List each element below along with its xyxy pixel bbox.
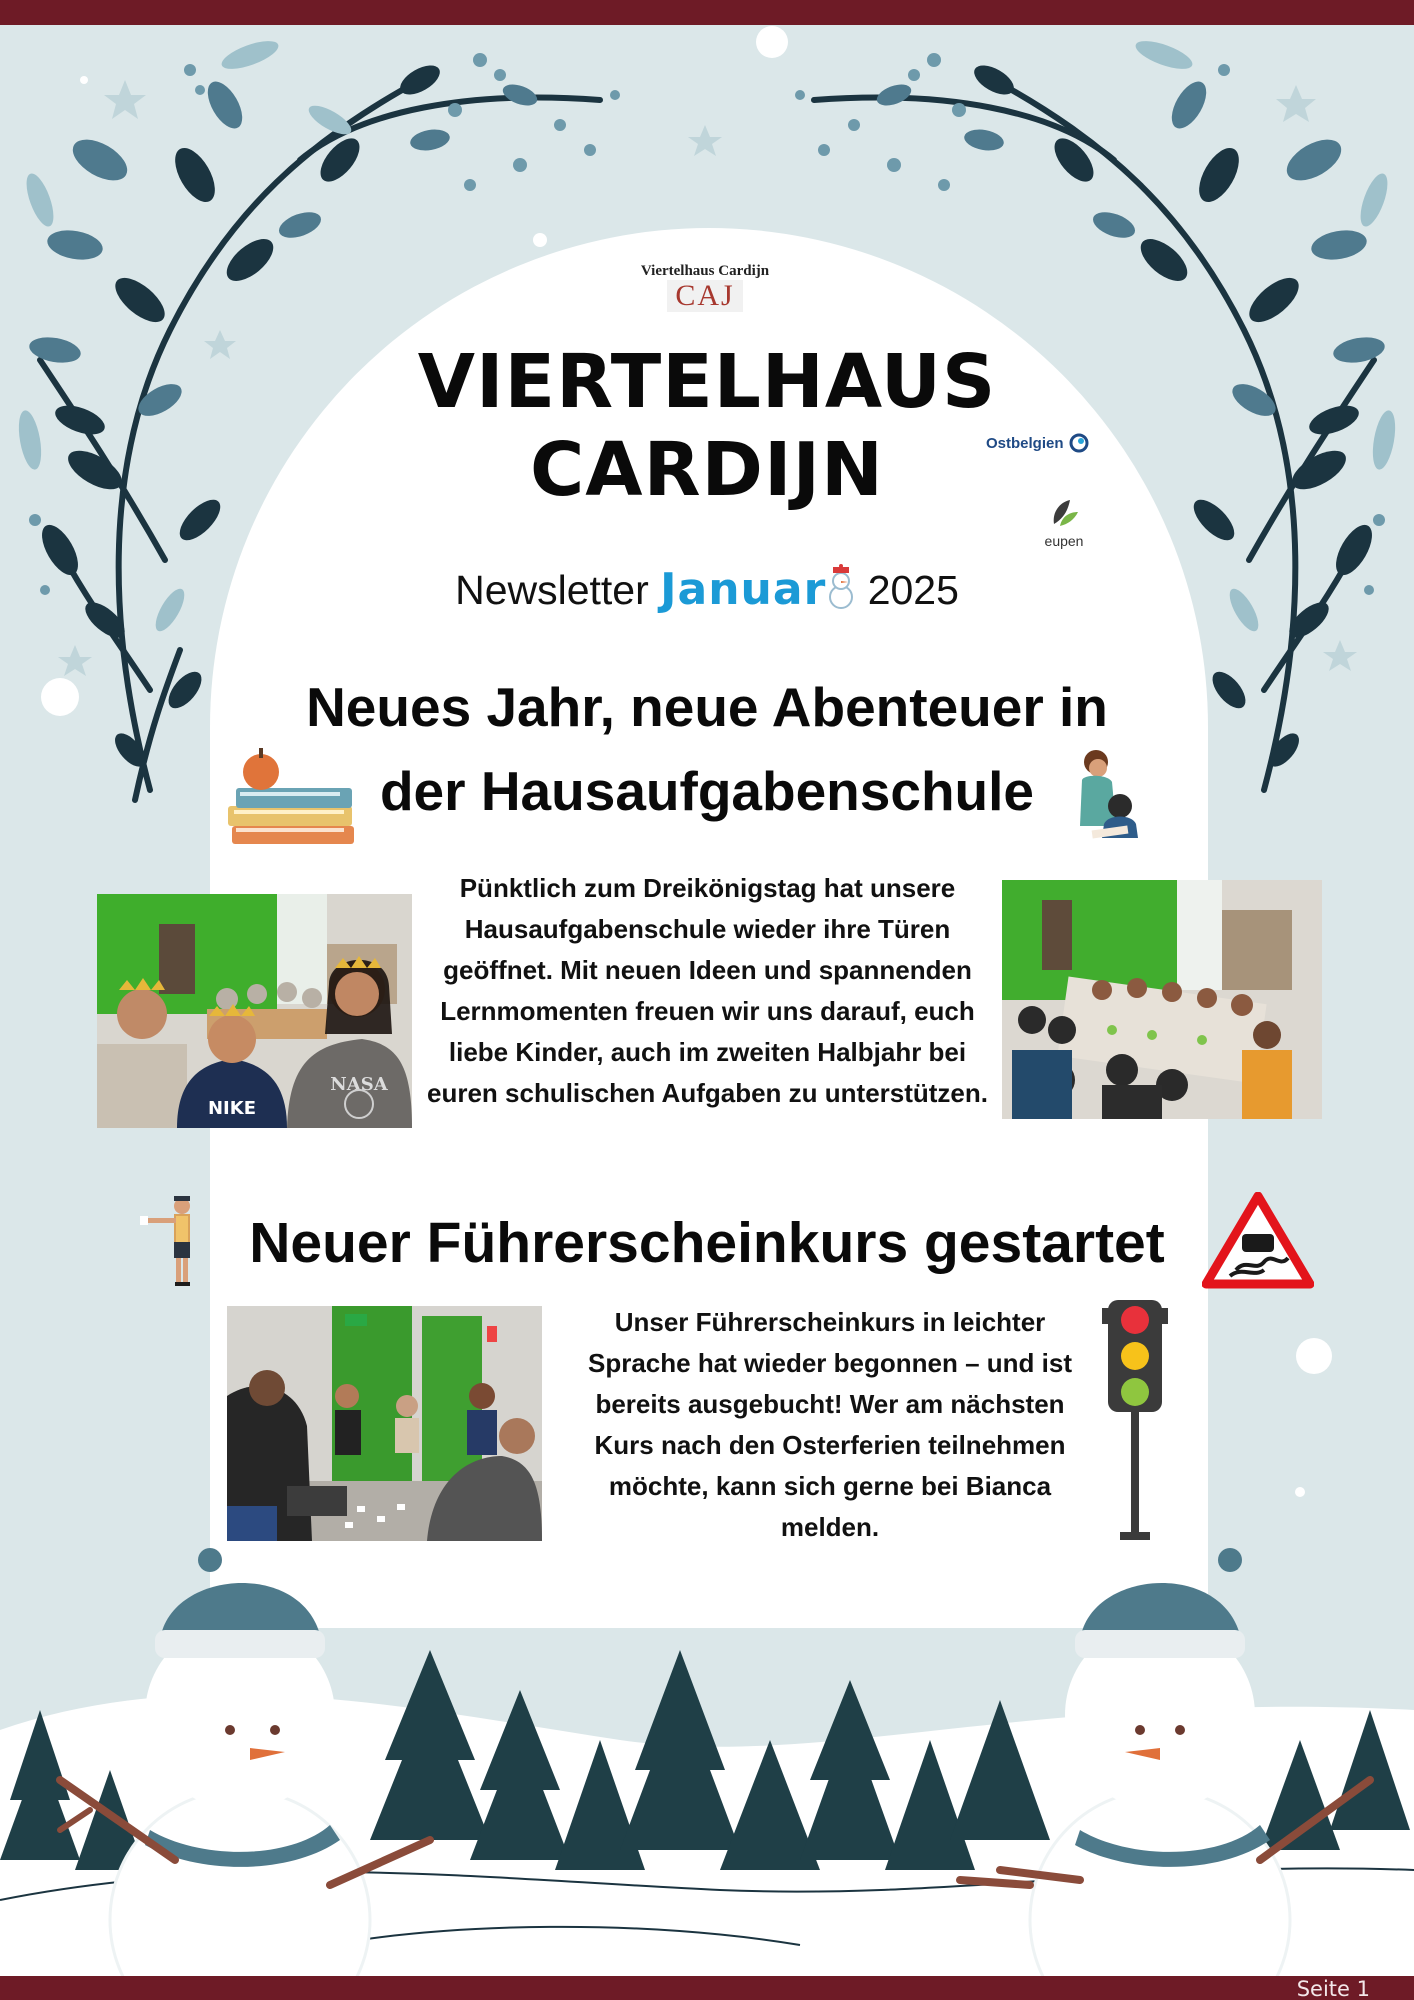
traffic-police-icon <box>140 1192 204 1288</box>
section-license-title: Neuer Führerscheinkurs gestartet <box>249 1211 1165 1275</box>
eupen-label: eupen <box>1044 533 1084 549</box>
teacher-child-icon <box>1068 748 1146 844</box>
newsletter-date-line <box>380 560 1034 620</box>
newsletter-year: 2025 <box>867 567 959 613</box>
caj-logo <box>615 262 795 316</box>
section-homework-title <box>250 665 1164 833</box>
logo-name: Viertelhaus Cardijn <box>640 263 770 279</box>
license-course-photo <box>227 1306 542 1541</box>
books-apple-icon <box>226 748 358 848</box>
traffic-light-icon <box>1100 1300 1170 1542</box>
winter-scene-bottom <box>0 1540 1414 1976</box>
homework-title-line-2: der Hausaufgabenschule <box>379 760 1035 822</box>
eupen-logo <box>1040 498 1088 549</box>
title-line-1: VIERTELHAUS <box>417 339 997 425</box>
license-text: Unser Führerscheinkurs in leichter Sprache hat wieder begonnen – und ist bereits ausgebucht! Wer am nächsten Kurs nach den Osterferien teilnehmen möchte, kann sich gerne bei Bianca melden. <box>588 1307 1072 1542</box>
bottom-bar <box>0 1976 1414 2000</box>
logo-mark: CAJ <box>667 280 742 312</box>
photo-shirt-text: NASA <box>330 1074 388 1095</box>
ostbelgien-logo <box>986 432 1090 454</box>
newsletter-label: Newsletter <box>455 567 649 613</box>
homework-text: Pünktlich zum Dreikönigstag hat unsere Hausaufgabenschule wieder ihre Türen geöffnet. Mit neuen Ideen und spannenden Lernmomenten freuen wir uns darauf, euch liebe Kinder, auch im zweiten Halbjahr bei euren schulischen Aufgaben zu unterstützen. <box>427 873 988 1108</box>
page-title <box>380 338 1034 514</box>
title-line-2: CARDIJN <box>530 427 884 513</box>
ostbelgien-label: Ostbelgien <box>986 434 1064 452</box>
newsletter-month: Januar <box>660 564 827 615</box>
photo-shirt-brand: NIKE <box>207 1098 257 1119</box>
slippery-road-sign-icon <box>1202 1192 1314 1290</box>
homework-title-line-1: Neues Jahr, neue Abenteuer in <box>306 676 1108 738</box>
homework-photo-right <box>1002 880 1322 1119</box>
top-bar <box>0 0 1414 25</box>
page-number: Seite 1 <box>1296 1977 1370 2000</box>
eupen-leaf-icon <box>1048 498 1080 528</box>
homework-photo-left <box>97 894 412 1128</box>
snowman-icon <box>826 564 856 610</box>
ostbelgien-swirl-icon <box>1068 432 1090 454</box>
